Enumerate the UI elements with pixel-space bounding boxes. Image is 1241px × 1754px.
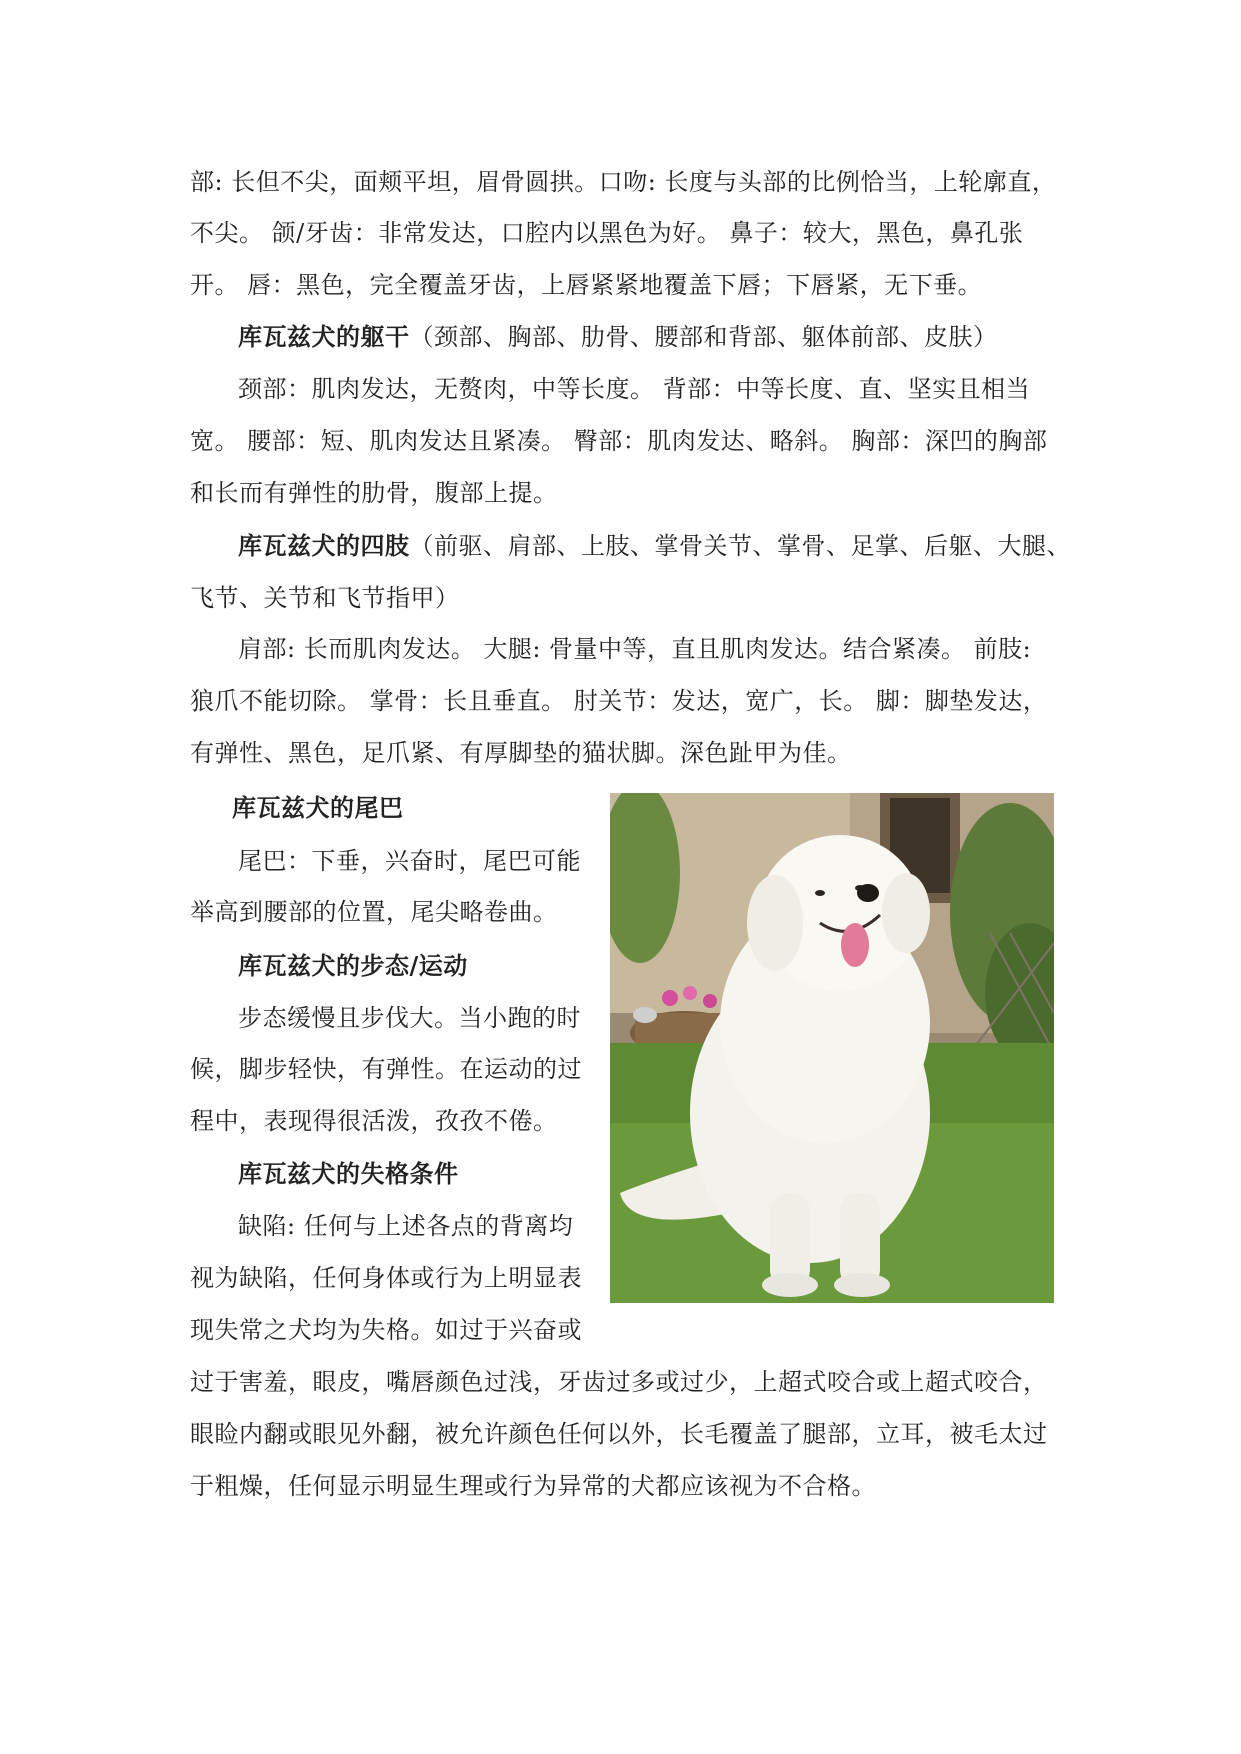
- section-heading-rest: （颈部、胸部、肋骨、腰部和背部、躯体前部、皮肤）: [409, 323, 998, 351]
- section-heading-gait: 库瓦兹犬的步态/运动: [238, 951, 468, 980]
- section-heading-body: [238, 321, 998, 353]
- section-heading-limbs: [238, 530, 1071, 562]
- paragraph-line: 程中，表现得很活泼，孜孜不倦。: [190, 1107, 558, 1135]
- paragraph-line: 于粗燥，任何显示明显生理或行为异常的犬都应该视为不合格。: [190, 1472, 876, 1500]
- paragraph-line: 过于害羞，眼皮，嘴唇颜色过浅，牙齿过多或过少，上超式咬合或上超式咬合，: [190, 1368, 1048, 1396]
- paragraph-line: 不尖。 颌/牙齿：非常发达，口腔内以黑色为好。 鼻子：较大，黑色，鼻孔张: [190, 219, 1024, 247]
- paragraph-line: 尾巴：下垂，兴奋时，尾巴可能: [238, 847, 581, 875]
- paragraph-line: 步态缓慢且步伐大。当小跑的时: [238, 1004, 581, 1032]
- paragraph-line: 狼爪不能切除。 掌骨：长且垂直。 肘关节：发达，宽广，长。 脚：脚垫发达，: [190, 687, 1048, 715]
- paragraph-line: 飞节、关节和飞节指甲）: [190, 584, 460, 612]
- paragraph-line: 眼睑内翻或眼见外翻，被允许颜色任何以外，长毛覆盖了腿部，立耳，被毛太过: [190, 1420, 1048, 1448]
- paragraph-line: 现失常之犬均为失格。如过于兴奋或: [190, 1316, 582, 1344]
- paragraph-line: 宽。 腰部：短、肌肉发达且紧凑。 臀部：肌肉发达、略斜。 胸部：深凹的胸部: [190, 427, 1048, 455]
- paragraph-line: 缺陷: 任何与上述各点的背离均: [238, 1212, 574, 1240]
- paragraph-line: 视为缺陷，任何身体或行为上明显表: [190, 1264, 582, 1292]
- dog-photo: [610, 793, 1054, 1303]
- paragraph-line: 部: 长但不尖，面颊平坦，眉骨圆拱。口吻: 长度与头部的比例恰当，上轮廓直，: [190, 168, 1057, 196]
- section-heading-faults: 库瓦兹犬的失格条件: [238, 1159, 459, 1188]
- paragraph-line: 和长而有弹性的肋骨，腹部上提。: [190, 479, 558, 507]
- section-heading-bold: 库瓦兹犬的躯干: [238, 322, 410, 351]
- paragraph-line: 肩部: 长而肌肉发达。 大腿: 骨量中等，直且肌肉发达。结合紧凑。 前肢:: [238, 635, 1032, 663]
- paragraph-line: 开。 唇：黑色，完全覆盖牙齿，上唇紧紧地覆盖下唇；下唇紧，无下垂。: [190, 271, 983, 299]
- section-heading-rest: （前驱、肩部、上肢、掌骨关节、掌骨、足掌、后躯、大腿、: [409, 532, 1071, 560]
- paragraph-line: 举高到腰部的位置，尾尖略卷曲。: [190, 898, 558, 926]
- dog-photo-illustration: [610, 793, 1054, 1303]
- section-heading-tail: 库瓦兹犬的尾巴: [232, 793, 404, 822]
- section-heading-bold: 库瓦兹犬的四肢: [238, 531, 410, 560]
- paragraph-line: 候，脚步轻快，有弹性。在运动的过: [190, 1055, 582, 1083]
- paragraph-line: 颈部：肌肉发达，无赘肉，中等长度。 背部：中等长度、直、坚实且相当: [238, 375, 1031, 403]
- paragraph-line: 有弹性、黑色，足爪紧、有厚脚垫的猫状脚。深色趾甲为佳。: [190, 739, 852, 767]
